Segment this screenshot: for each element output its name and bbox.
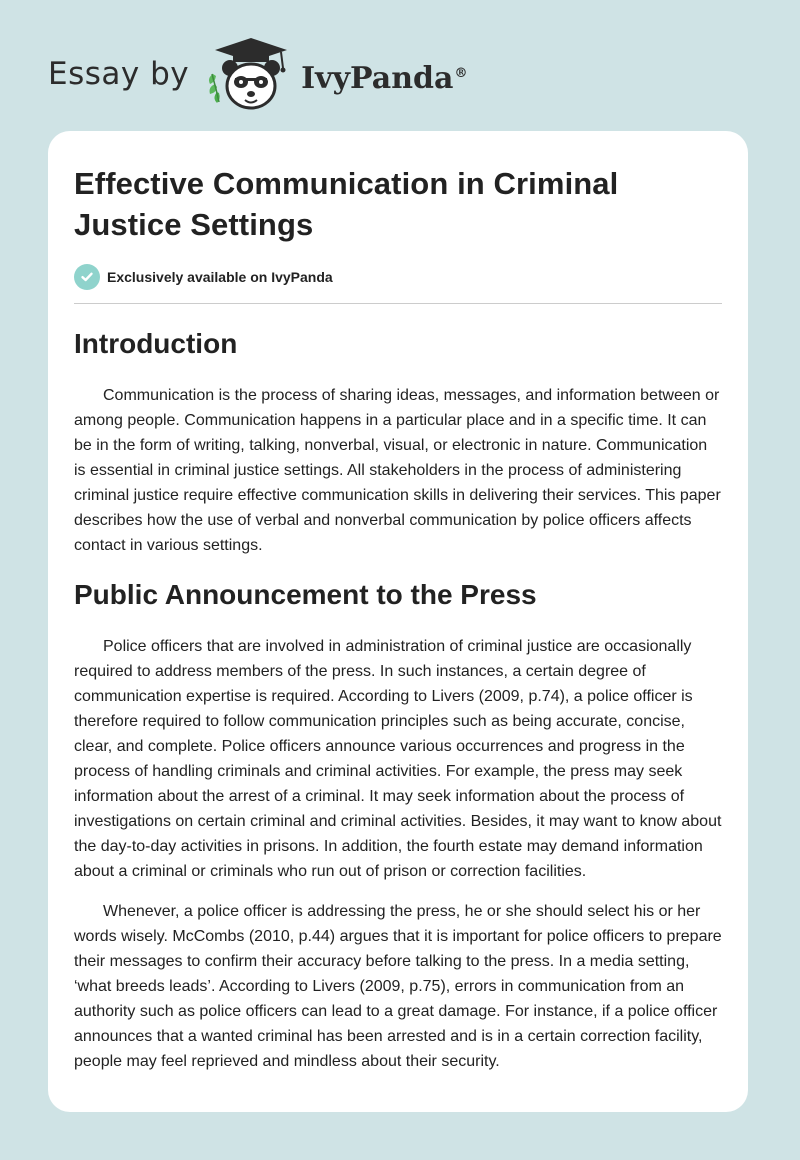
essay-by-label: Essay by bbox=[48, 56, 190, 92]
section-heading-public-announcement: Public Announcement to the Press bbox=[74, 579, 537, 610]
check-icon bbox=[74, 264, 100, 290]
paragraph: Whenever, a police officer is addressing the press, he or she should select his or her words wisely. McCombs (2010, p.44) argues that it is important for police officers to prepare their messages to confirm their accuracy before talking to the press. In a media setting, ‘what breeds leads’. According to Livers (2009, p.75), errors in communication from an authority such as police officers can lead to a great damage. For instance, if a police officer announces that a wanted criminal has been arrested and is in a certain correction facility, people may feel reprieved and mindless about their security. bbox=[74, 903, 722, 1070]
ivy-leaf-icon bbox=[209, 74, 220, 103]
article-card bbox=[48, 131, 748, 1112]
paragraph: Police officers that are involved in administration of criminal justice are occasionally required to address members of the press. In such instances, a certain degree of communication expertise is required. According to Livers (2009, p.74), a police officer is therefore required to follow communication principles such as being accurate, concise, clear, and complete. Police officers announce various occurrences and progress in the process of handling criminals and criminal activities. For example, the press may seek information about the arrest of a criminal. It may seek information about the process of investigations on certain criminal and criminal activities. Besides, it may want to know about the day-to-day activities in prisons. In addition, the fourth estate may demand information about a criminal or criminals who run out of prison or correction facilities. bbox=[74, 638, 722, 880]
site-header bbox=[48, 34, 508, 114]
exclusive-badge bbox=[74, 264, 722, 290]
panda-graduate-logo-icon[interactable] bbox=[203, 34, 299, 114]
divider bbox=[74, 303, 722, 304]
page-title: Effective Communication in Criminal Justice Settings bbox=[74, 166, 619, 242]
section-heading-introduction: Introduction bbox=[74, 328, 238, 359]
exclusive-badge-text: Exclusively available on IvyPanda bbox=[107, 269, 333, 285]
paragraph: Communication is the process of sharing ideas, messages, and information between or among people. Communication happens in a particular place and in a specific time. It can be in the form of writing, talking, nonverbal, visual, or electronic in nature. Communication is essential in criminal justice settings. All stakeholders in the process of administering criminal justice require effective communication skills in delivering their services. This paper describes how the use of verbal and nonverbal communication by police officers affects contact in various settings. bbox=[74, 387, 721, 554]
brand-name[interactable]: IvyPanda® bbox=[301, 60, 468, 96]
